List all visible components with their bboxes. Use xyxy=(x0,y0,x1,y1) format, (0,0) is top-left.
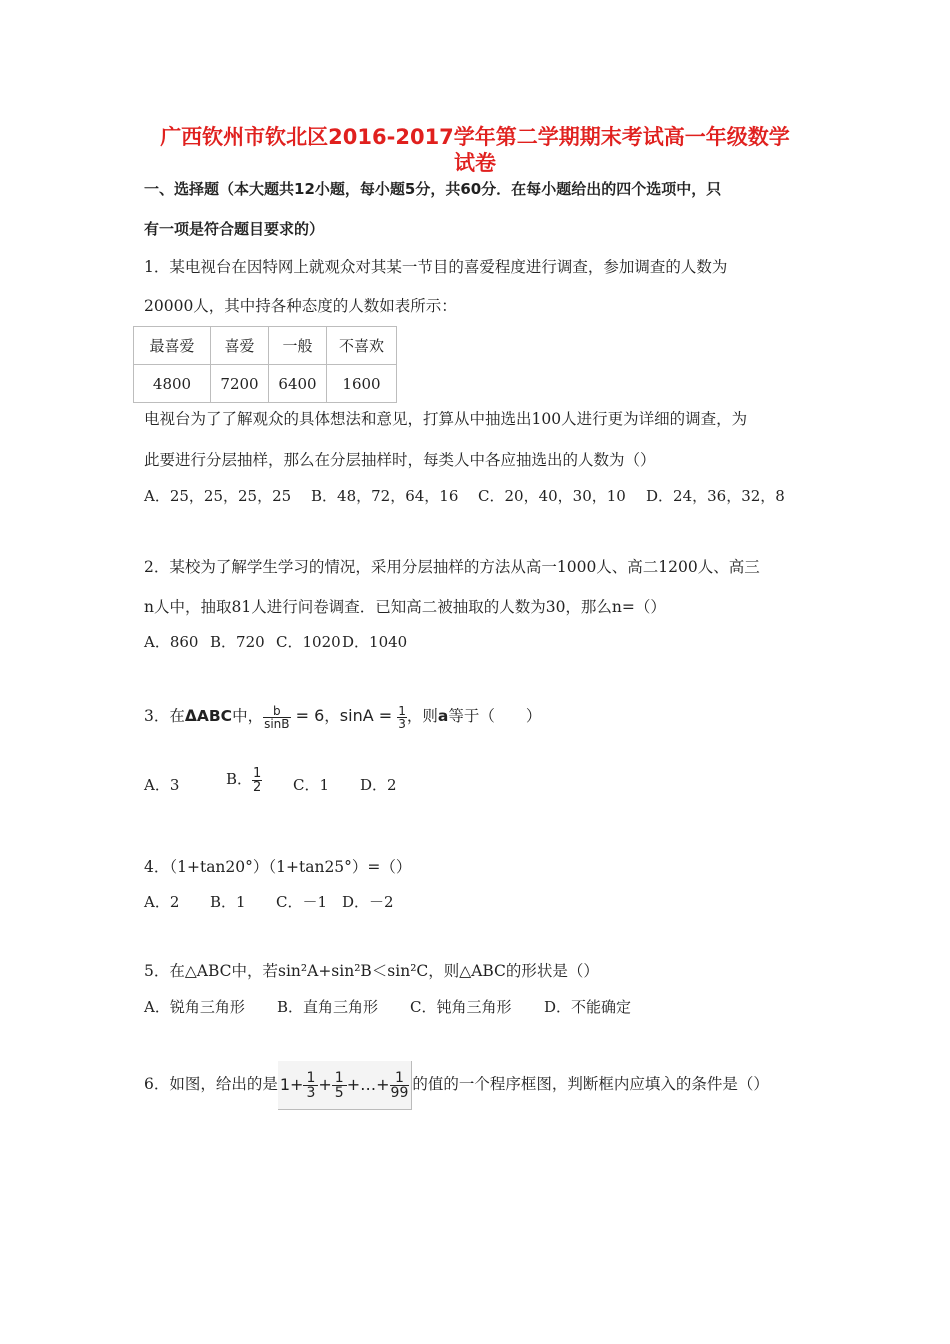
table-row xyxy=(134,365,397,403)
table-cell: 6400 xyxy=(269,365,327,403)
q3-prefix: 3．在 xyxy=(144,707,185,725)
q1-survey-table xyxy=(133,326,397,403)
fraction-numerator: 1 xyxy=(390,1071,410,1086)
q2-option-a: A．860 xyxy=(144,633,199,651)
fraction-one-third xyxy=(303,1071,318,1100)
q1-option-d: D．24，36，32，8 xyxy=(646,487,785,505)
q1-option-a: A．25，25，25，25 xyxy=(144,487,292,505)
fraction-one-ninety-ninth xyxy=(390,1071,410,1100)
fraction-numerator: 1 xyxy=(398,703,406,718)
q6-text xyxy=(144,1060,769,1110)
fraction-numerator: 1 xyxy=(253,765,262,781)
q1-text-line1: 1．某电视台在因特网上就观众对其某一节目的喜爱程度进行调查，参加调查的人数为 xyxy=(144,258,728,276)
q3-a: a xyxy=(437,707,449,725)
q3-option-c: C．1 xyxy=(293,776,330,794)
q3-fraction-one-half xyxy=(252,767,262,794)
q1-option-c: C．20，40，30，10 xyxy=(478,487,626,505)
q4-option-a: A．2 xyxy=(144,893,180,911)
table-header-cell: 不喜欢 xyxy=(327,327,397,365)
q5-option-a: A．锐角三角形 xyxy=(144,998,245,1016)
fraction-denominator: 2 xyxy=(253,779,262,795)
q3-fraction-one-third xyxy=(397,705,407,730)
q3-comma: ， xyxy=(324,707,340,725)
fraction-denominator: 3 xyxy=(306,1084,316,1101)
q3-mid1: 中， xyxy=(232,707,264,725)
exam-title-line1: 广西钦州市钦北区2016-2017学年第二学期期末考试高一年级数学 xyxy=(160,125,790,149)
q3-mid2: ，则 xyxy=(406,707,438,725)
q3-suffix: 等于（ ） xyxy=(448,707,542,725)
fraction-numerator: 1 xyxy=(332,1071,347,1086)
table-header-cell: 一般 xyxy=(269,327,327,365)
q2-option-d: D．1040 xyxy=(342,633,408,651)
table-header-row xyxy=(134,327,397,365)
fraction-denominator: 99 xyxy=(390,1084,409,1101)
fraction-denominator: 3 xyxy=(398,716,406,731)
q4-option-b: B．1 xyxy=(210,893,246,911)
q6-series-formula xyxy=(278,1061,412,1110)
section-heading-line2: 有一项是符合题目要求的） xyxy=(144,220,325,238)
q1-option-b: B．48，72，64，16 xyxy=(311,487,459,505)
table-cell: 7200 xyxy=(211,365,269,403)
fraction-one-fifth xyxy=(332,1071,347,1100)
q3-option-a: A．3 xyxy=(144,776,180,794)
formula-term: 1+ xyxy=(279,1074,304,1094)
q2-option-b: B．720 xyxy=(210,633,265,651)
q3-fraction-b-over-sinb xyxy=(263,705,290,730)
q5-text: 5．在△ABC中，若sin²A+sin²B＜sin²C，则△ABC的形状是（） xyxy=(144,962,599,980)
formula-plus: + xyxy=(318,1074,332,1094)
q4-option-c: C．－1 xyxy=(276,893,328,911)
fraction-numerator: b xyxy=(263,705,290,718)
q5-option-d: D．不能确定 xyxy=(544,998,632,1016)
option-label: B． xyxy=(226,770,253,788)
q1-text-line3: 电视台为了了解观众的具体想法和意见，打算从中抽选出100人进行更为详细的调查，为 xyxy=(144,410,748,428)
q3-text xyxy=(144,696,541,736)
q4-text: 4．（1+tan20°）（1+tan25°）=（） xyxy=(144,858,412,876)
q3-sina: sinA = xyxy=(339,706,398,725)
q1-text-line2: 20000人，其中持各种态度的人数如表所示： xyxy=(144,297,457,315)
formula-ellipsis: +…+ xyxy=(346,1074,390,1094)
q5-option-b: B．直角三角形 xyxy=(277,998,379,1016)
fraction-denominator: 5 xyxy=(334,1084,344,1101)
table-header-cell: 喜爱 xyxy=(211,327,269,365)
table-cell: 1600 xyxy=(327,365,397,403)
q5-option-c: C．钝角三角形 xyxy=(410,998,512,1016)
q2-option-c: C．1020 xyxy=(276,633,341,651)
exam-title-line2: 试卷 xyxy=(454,151,496,175)
q3-option-b xyxy=(226,757,262,801)
table-header-cell: 最喜爱 xyxy=(134,327,211,365)
q1-text-line4: 此要进行分层抽样，那么在分层抽样时，每类人中各应抽选出的人数为（） xyxy=(144,451,656,469)
q3-eq1: = 6 xyxy=(290,706,325,725)
q6-suffix: 的值的一个程序框图，判断框内应填入的条件是（） xyxy=(412,1075,769,1093)
q2-text-line1: 2．某校为了解学生学习的情况，采用分层抽样的方法从高一1000人、高二1200人、高三 xyxy=(144,558,760,576)
fraction-numerator: 1 xyxy=(303,1071,318,1086)
q4-option-d: D．－2 xyxy=(342,893,394,911)
section-heading-line1: 一、选择题（本大题共12小题，每小题5分，共60分．在每小题给出的四个选项中，只 xyxy=(144,180,722,198)
q6-prefix: 6．如图，给出的是 xyxy=(144,1075,278,1093)
q3-triangle: ΔABC xyxy=(184,707,233,725)
table-cell: 4800 xyxy=(134,365,211,403)
fraction-denominator: sinB xyxy=(264,716,290,731)
q2-text-line2: n人中，抽取81人进行问卷调查．已知高二被抽取的人数为30，那么n=（） xyxy=(144,598,666,616)
q3-option-d: D．2 xyxy=(360,776,397,794)
